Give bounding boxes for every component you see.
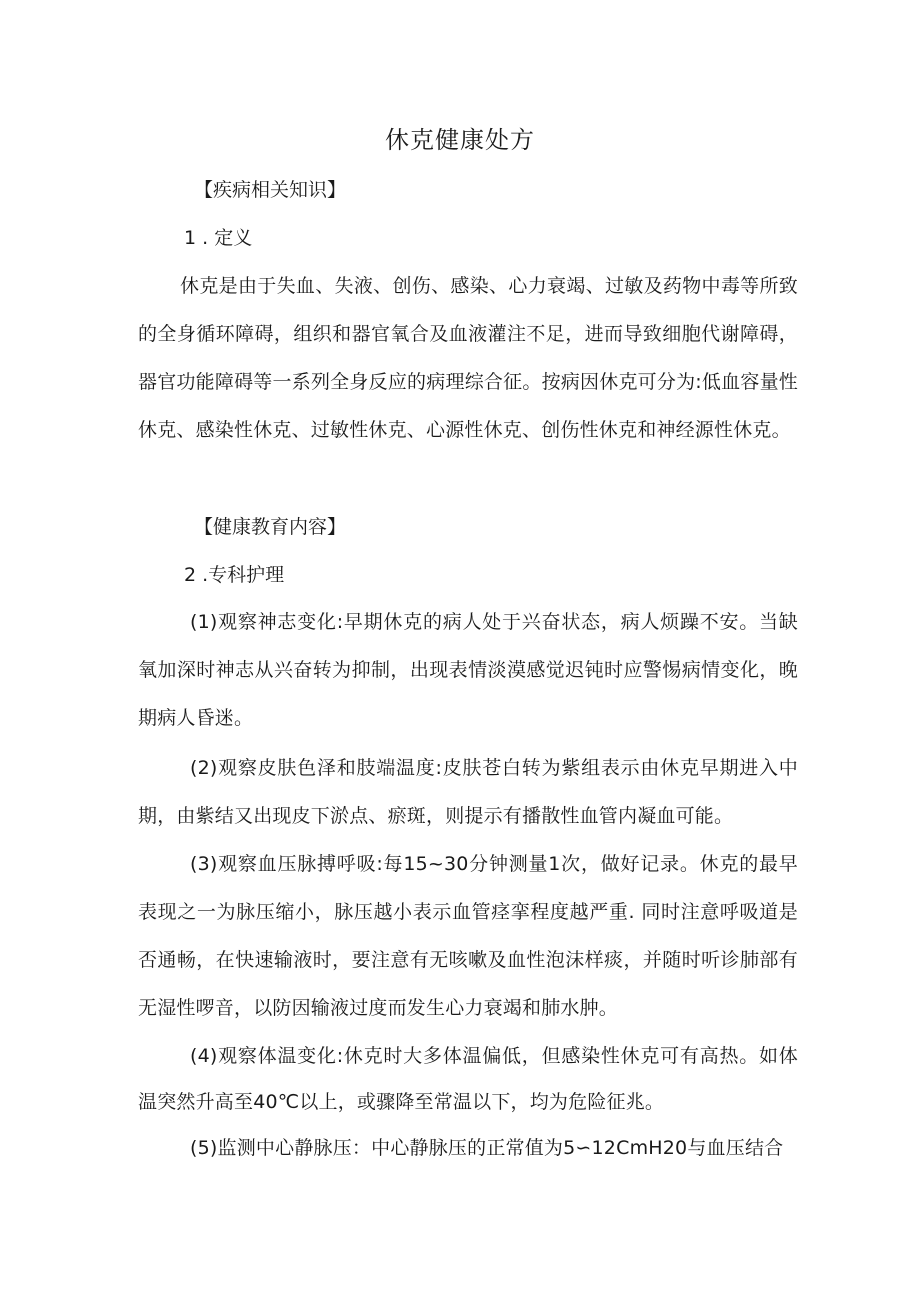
care-item-central-venous-pressure: (5)监测中心静脉压：中心静脉压的正常值为5∽12CmH20与血压结合 xyxy=(190,1137,784,1159)
item-heading-definition: 1 . 定义 xyxy=(184,227,253,249)
care-item-body-temperature: (4)观察体温变化:休克时大多体温偏低，但感染性休克可有高热。如体温突然升高至40℃以上，或骤降至常温以下，均为危险征兆。 xyxy=(138,1045,798,1113)
page-title: 休克健康处方 xyxy=(385,126,535,154)
item-heading-specialty-care: 2 .专科护理 xyxy=(184,564,285,586)
care-item-vital-signs: (3)观察血压脉搏呼吸:每15~30分钟测量1次，做好记录。休克的最早表现之一为脉压缩小，脉压越小表示血管痉挛程度越严重. 同时注意呼吸道是否通畅，在快速输液时，要注意有无咳嗽及血性泡沫样痰，并随时听诊肺部有无湿性啰音，以防因输液过度而发生心力衰竭和肺水肿。 xyxy=(138,853,798,1019)
care-item-skin-temperature: (2)观察皮肤色泽和肢端温度:皮肤苍白转为紫组表示由休克早期进入中期，由紫结又出现皮下淤点、瘀斑，则提示有播散性血管内凝血可能。 xyxy=(138,757,798,827)
section-heading-disease-knowledge: 【疾病相关知识】 xyxy=(194,179,347,201)
section-heading-health-education: 【健康教育内容】 xyxy=(194,516,347,538)
care-item-consciousness: (1)观察神志变化:早期休克的病人处于兴奋状态，病人烦躁不安。当缺氧加深时神志从兴奋转为抑制，出现表情淡漠感觉迟钝时应警惕病情变化，晚期病人昏迷。 xyxy=(138,611,798,729)
definition-paragraph: 休克是由于失血、失液、创伤、感染、心力衰竭、过敏及药物中毒等所致的全身循环障碍，组织和器官氧合及血液灌注不足，进而导致细胞代谢障碍，器官功能障碍等一系列全身反应的病理综合征。按病因休克可分为:低血容量性休克、感染性休克、过敏性休克、心源性休克、创伤性休克和神经源性休克。 xyxy=(138,275,798,441)
